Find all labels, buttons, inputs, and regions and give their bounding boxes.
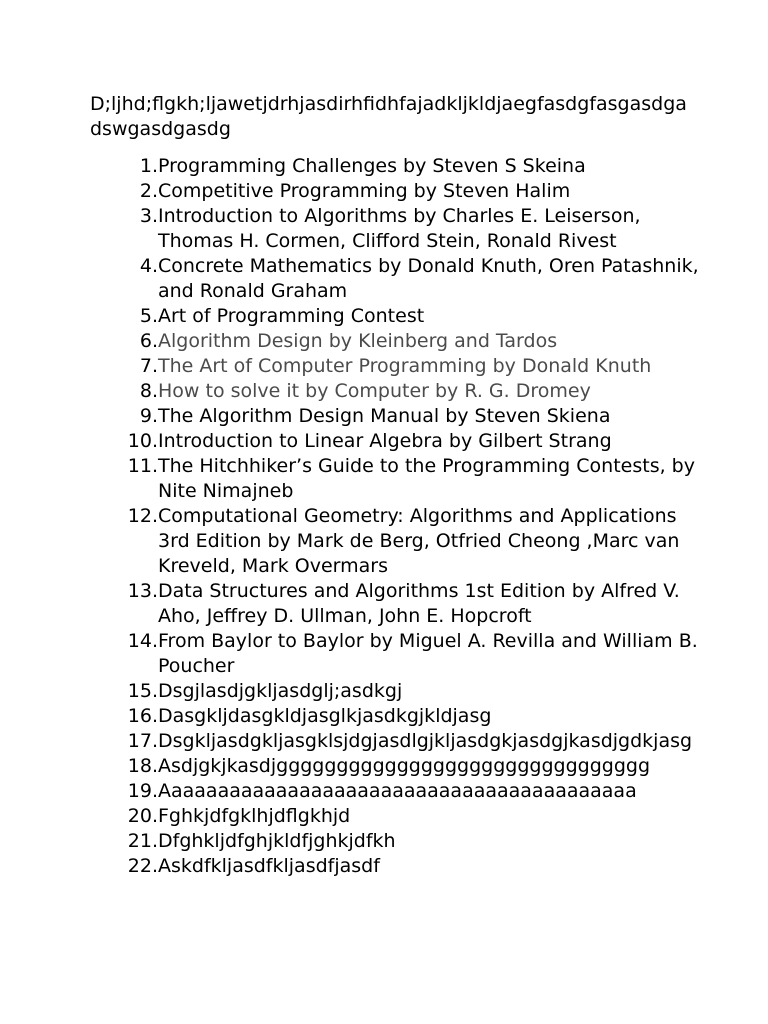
list-number-text: 5.: [139, 305, 158, 327]
list-item-text: Dfghkljdfghjkldfjghkjdfkh: [158, 830, 396, 852]
list-item-text: The Algorithm Design Manual by Steven Skiena: [158, 405, 611, 427]
list-number-text: 3.: [139, 205, 158, 227]
list-number-text: 17.: [127, 730, 158, 752]
list-number: [100, 404, 158, 429]
list-number: [100, 504, 158, 529]
list-number-text: 7.: [139, 355, 158, 377]
list-item: [100, 329, 700, 354]
list-number: [100, 704, 158, 729]
list-item-text: Competitive Programming by Steven Halim: [158, 180, 571, 202]
list-number: [100, 429, 158, 454]
list-item-text: Algorithm Design by Kleinberg and Tardos: [158, 330, 558, 352]
list-number: [100, 854, 158, 879]
list-number-text: 21.: [127, 830, 158, 852]
list-number: [100, 154, 158, 179]
list-number-text: 14.: [127, 630, 158, 652]
list-item-text: Fghkjdfgklhjdflgkhjd: [158, 805, 351, 827]
list-item: [100, 179, 700, 204]
list-number: [100, 679, 158, 704]
list-number: [100, 579, 158, 604]
list-number: [100, 804, 158, 829]
list-number: [100, 779, 158, 804]
list-item-text: Introduction to Algorithms by Charles E. Leiserson, Thomas H. Cormen, Clifford Stein, Ronald Rivest: [158, 205, 641, 252]
list-item-text: Data Structures and Algorithms 1st Edition by Alfred V. Aho, Jeffrey D. Ullman, John E. Hopcroft: [158, 580, 680, 627]
list-number: [100, 204, 158, 229]
list-item-text: Dsgjlasdjgkljasdglj;asdkgj: [158, 680, 403, 702]
list-number: [100, 379, 158, 404]
list-item: [100, 354, 700, 379]
list-number-text: 8.: [139, 380, 158, 402]
list-item: [100, 204, 700, 254]
list-item-text: Introduction to Linear Algebra by Gilbert Strang: [158, 430, 612, 452]
list-item-text: Concrete Mathematics by Donald Knuth, Oren Patashnik, and Ronald Graham: [158, 255, 699, 302]
list-number-text: 10.: [127, 430, 158, 452]
list-number-text: 18.: [127, 755, 158, 777]
list-item-text: Dasgkljdasgkldjasglkjasdkgjkldjasg: [158, 705, 492, 727]
list-item-text: Computational Geometry: Algorithms and Applications 3rd Edition by Mark de Berg, Otfried Cheong ,Marc van Kreveld, Mark Overmars: [158, 505, 680, 577]
list-number: [100, 829, 158, 854]
list-number: [100, 629, 158, 654]
list-number-text: 2.: [139, 180, 158, 202]
list-number-text: 13.: [127, 580, 158, 602]
list-number-text: 22.: [127, 855, 158, 877]
list-item-text: The Art of Computer Programming by Donald Knuth: [158, 355, 652, 377]
list-number: [100, 354, 158, 379]
intro-text: D;ljhd;flgkh;ljawetjdrhjasdirhfidhfajadkljkldjaegfasdgfasgasdgadswgasdgasdg: [90, 93, 687, 140]
list-number-text: 1.: [139, 155, 158, 177]
list-item-text: Askdfkljasdfkljasdfjasdf: [158, 855, 380, 877]
list-item: [100, 679, 700, 704]
list-item-text: From Baylor to Baylor by Miguel A. Revilla and William B. Poucher: [158, 630, 698, 677]
list-item: [100, 804, 700, 829]
list-item-text: How to solve it by Computer by R. G. Dromey: [158, 380, 591, 402]
list-item: [100, 854, 700, 879]
list-item: [100, 504, 700, 579]
list-number-text: 4.: [139, 255, 158, 277]
list-number-text: 20.: [127, 805, 158, 827]
list-number: [100, 329, 158, 354]
list-item: [100, 429, 700, 454]
list-item: [100, 254, 700, 304]
list-item: [100, 304, 700, 329]
list-number-text: 15.: [127, 680, 158, 702]
list-number: [100, 454, 158, 479]
list-item: [100, 404, 700, 429]
list-number-text: 12.: [127, 505, 158, 527]
list-item: [100, 704, 700, 729]
list-number: [100, 754, 158, 779]
list-item: [100, 779, 700, 804]
list-item-text: Art of Programming Contest: [158, 305, 425, 327]
list-number: [100, 254, 158, 279]
list-item: [100, 579, 700, 629]
list-item-text: Programming Challenges by Steven S Skeina: [158, 155, 586, 177]
list-item-text: Asdjgkjkasdjggggggggggggggggggggggggggggggg: [158, 755, 651, 777]
list-number-text: 19.: [127, 780, 158, 802]
book-list: [100, 154, 700, 879]
list-number-text: 6.: [139, 330, 158, 352]
list-item: [100, 629, 700, 679]
list-item: [100, 454, 700, 504]
list-item: [100, 729, 700, 754]
list-item-text: Dsgkljasdgkljasgklsjdgjasdlgjkljasdgkjasdgjkasdjgdkjasg: [158, 730, 693, 752]
list-number-text: 9.: [139, 405, 158, 427]
list-number: [100, 304, 158, 329]
list-item-text: Aaaaaaaaaaaaaaaaaaaaaaaaaaaaaaaaaaaaaaaaa: [158, 780, 637, 802]
list-item: [100, 829, 700, 854]
list-number: [100, 729, 158, 754]
list-number: [100, 179, 158, 204]
list-item: [100, 754, 700, 779]
list-item-text: The Hitchhiker’s Guide to the Programming Contests, by Nite Nimajneb: [158, 455, 695, 502]
list-number-text: 11.: [127, 455, 158, 477]
list-item: [100, 379, 700, 404]
list-item: [100, 154, 700, 179]
list-number-text: 16.: [127, 705, 158, 727]
